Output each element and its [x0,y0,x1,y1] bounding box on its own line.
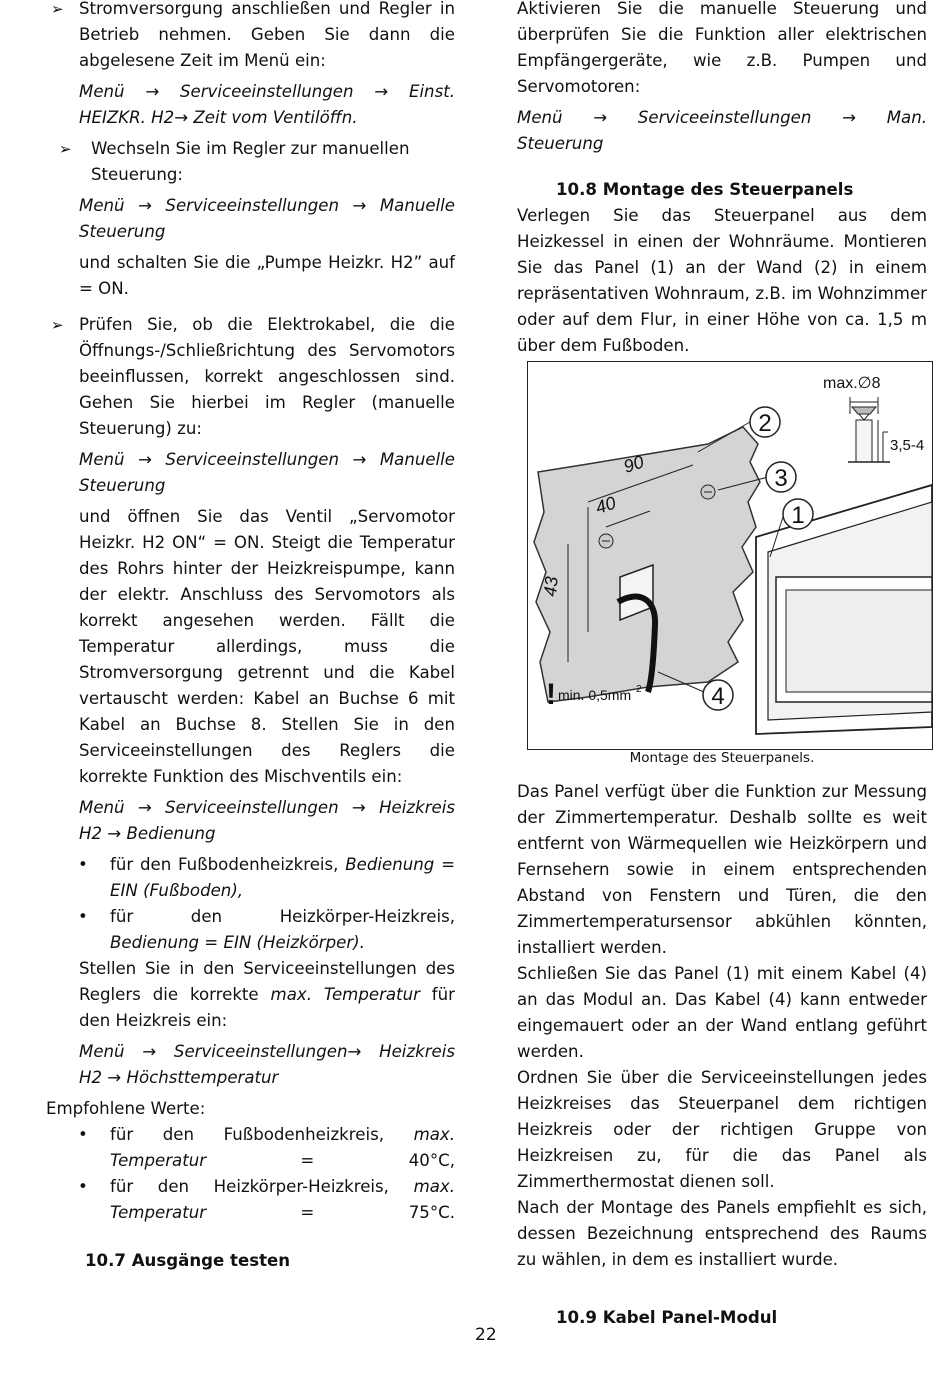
list-item-text: = 40°C, [206,1151,455,1170]
dowel-detail [848,397,890,462]
list-item-italic: Bedienung = EIN (Fußboden), [110,855,455,900]
menu-path: Menü → Serviceeinstellungen→ Heizkreis [79,1042,455,1061]
menu-path: H2 → Bedienung [79,824,216,843]
menu-path: Menü → Serviceeinstellungen → Heizkreis [79,798,455,817]
figure-caption: Montage des Steuerpanels. [629,750,815,766]
list-item-italic: Bedienung = EIN (Heizkörper). [110,933,365,952]
menu-path: Menü → Serviceeinstellungen → Man. [517,108,927,127]
section-heading: 10.8 Montage des Steuerpanels [556,180,854,199]
paragraph: Nach der Montage des Panels empfiehlt es sich, dessen Bezeichnung entsprechend des Raums zu wählen, in dem es installiert wurde. [517,1198,927,1269]
min-cable-label: min. 0,5mm [558,687,632,703]
list-item-text: für den Heizkörper-Heizkreis, [110,1177,414,1196]
dimension-40-label: 40 [593,492,619,518]
bullet-check [46,312,455,847]
bullet-dot-icon: • [78,855,88,874]
bullet-power [46,0,455,131]
callout-number: 1 [791,502,805,529]
paragraph-italic: max. Temperatur [270,985,420,1004]
menu-path: Menü → Serviceeinstellungen → Einst. [79,82,455,101]
bullet-dot-icon: • [78,1125,88,1144]
paragraph: Das Panel verfügt über die Funktion zur Messung der Zimmertemperatur. Deshalb sollte es weit entfernt von Wärmequellen wie Heizkörpern und Fernsehern sowie in einem entsprechenden Abstand von Fenstern und Türen, die den Zimmertemperatursensor abkühlen könnten, installiert werden. [517,782,927,957]
list-item-text: für den Fußbodenheizkreis, [110,1125,414,1144]
bullet-power-text: Stromversorgung anschließen und Regler in Betrieb nehmen. Geben Sie dann die abgelesene Zeit im Menü ein: [79,0,455,70]
left-column [46,0,455,1274]
arrow-bullet-icon: ➢ [51,316,64,334]
max-temp-block [46,956,455,1091]
warning-icon: ! [546,678,556,711]
right-column [517,0,927,359]
paragraph: Aktivieren Sie die manuelle Steuerung und überprüfen Sie die Funktion aller elektrischen Empfängergeräte, wie z.B. Pumpen und Servomotoren: [517,0,927,96]
callout-2 [750,407,780,437]
screw-icon [701,485,715,499]
list-item [46,1174,455,1226]
recommended-values-label: Empfohlene Werte: [46,1099,206,1118]
panel-frame [756,485,932,734]
section-heading: 10.7 Ausgänge testen [85,1251,291,1270]
menu-path: Steuerung [79,476,166,495]
bullet-manual-text: Steuerung: [91,165,183,184]
list-item [46,904,455,956]
paragraph: Schließen Sie das Panel (1) mit einem Kabel (4) an das Modul an. Das Kabel (4) kann entweder eingemauert oder an der Wand entlang geführt werden. [517,964,927,1061]
bullet-dot-icon: • [78,907,88,926]
screw-icon [599,534,613,548]
arrow-bullet-icon: ➢ [51,0,64,18]
menu-path: Steuerung [79,222,166,241]
menu-path: Steuerung [517,134,604,153]
drill-depth-label: 3,5-4 [890,437,925,454]
paragraph: für den Heizkreis ein: [79,985,455,1030]
menu-path: H2 → Höchsttemperatur [79,1068,279,1087]
paragraph: Verlegen Sie das Steuerpanel aus dem Heizkessel in einen der Wohnräume. Montieren Sie das Panel (1) an der Wand (2) in einem repräsentativen Wohnraum, z.B. im Wohnzimmer oder auf dem Flur, in einer Höhe von ca. 1,5 m über dem Fußboden. [517,206,927,355]
min-cable-superscript: 2 [636,684,642,695]
callout-3 [766,462,796,492]
list-item-text: für den Heizkörper-Heizkreis, [110,907,455,926]
list-item-italic: max. Temperatur [110,1125,455,1170]
dimension-43-label: 43 [540,575,562,598]
bullet-check-text: Prüfen Sie, ob die Elektrokabel, die die Öffnungs-/Schließrichtung des Servomotors beeinflussen, korrekt angeschlossen sind. Gehen Sie hierbei im Regler (manuelle Steuerung) zu: [79,315,455,438]
list-item [46,852,455,904]
list-item-text: für den Fußbodenheizkreis, [110,855,346,874]
callout-number: 2 [758,410,772,437]
dowel-diameter-label: max.∅8 [823,375,881,392]
paragraph: Stellen Sie in den Serviceeinstellungen des Reglers die korrekte [79,959,455,1004]
arrow-bullet-icon: ➢ [59,140,72,158]
list-item-text: = 75°C. [206,1203,455,1222]
bullet-manual [46,136,455,302]
callout-number: 3 [774,465,788,492]
mounting-diagram [528,362,932,749]
list-item-italic: max. Temperatur [110,1177,455,1222]
paragraph: und schalten Sie die „Pumpe Heizkr. H2” auf = ON. [79,253,455,298]
menu-path: HEIZKR. H2→ Zeit vom Ventilöffn. [79,108,358,127]
menu-path: Menü → Serviceeinstellungen → Manuelle [79,450,455,469]
list-item [46,1122,455,1174]
mounting-figure [527,361,933,750]
menu-path: Menü → Serviceeinstellungen → Manuelle [79,196,455,215]
dimension-90-label: 90 [621,451,647,477]
bullet-manual-text: Wechseln Sie im Regler zur manuellen [91,139,410,158]
paragraph: und öffnen Sie das Ventil „Servomotor Heizkr. H2 ON“ = ON. Steigt die Temperatur des Rohrs hinter der Heizkreispumpe, kann der elektr. Anschluss des Servomotors als korrekt angesehen werden. Fällt die Temperatur allerdings, muss die Stromversorgung getrennt und die Kabel vertauscht werden: Kabel an Buchse 6 mit Kabel an Buchse 8. Stellen Sie in den Serviceeinstellungen des Reglers die korrekte Funktion des Mischventils ein: [79,507,455,786]
callout-number: 4 [711,683,725,710]
paragraph: Ordnen Sie über die Serviceeinstellungen jedes Heizkreises das Steuerpanel dem richtigen Heizkreis oder der richtigen Gruppe von Heizkreisen zu, für die das Panel als Zimmerthermostat dienen soll. [517,1068,927,1191]
section-heading: 10.9 Kabel Panel-Modul [556,1308,778,1327]
page-number: 22 [475,1325,497,1345]
bullet-dot-icon: • [78,1177,88,1196]
callout-1 [783,499,813,529]
right-column-lower [517,779,927,1331]
callout-4 [703,680,733,710]
